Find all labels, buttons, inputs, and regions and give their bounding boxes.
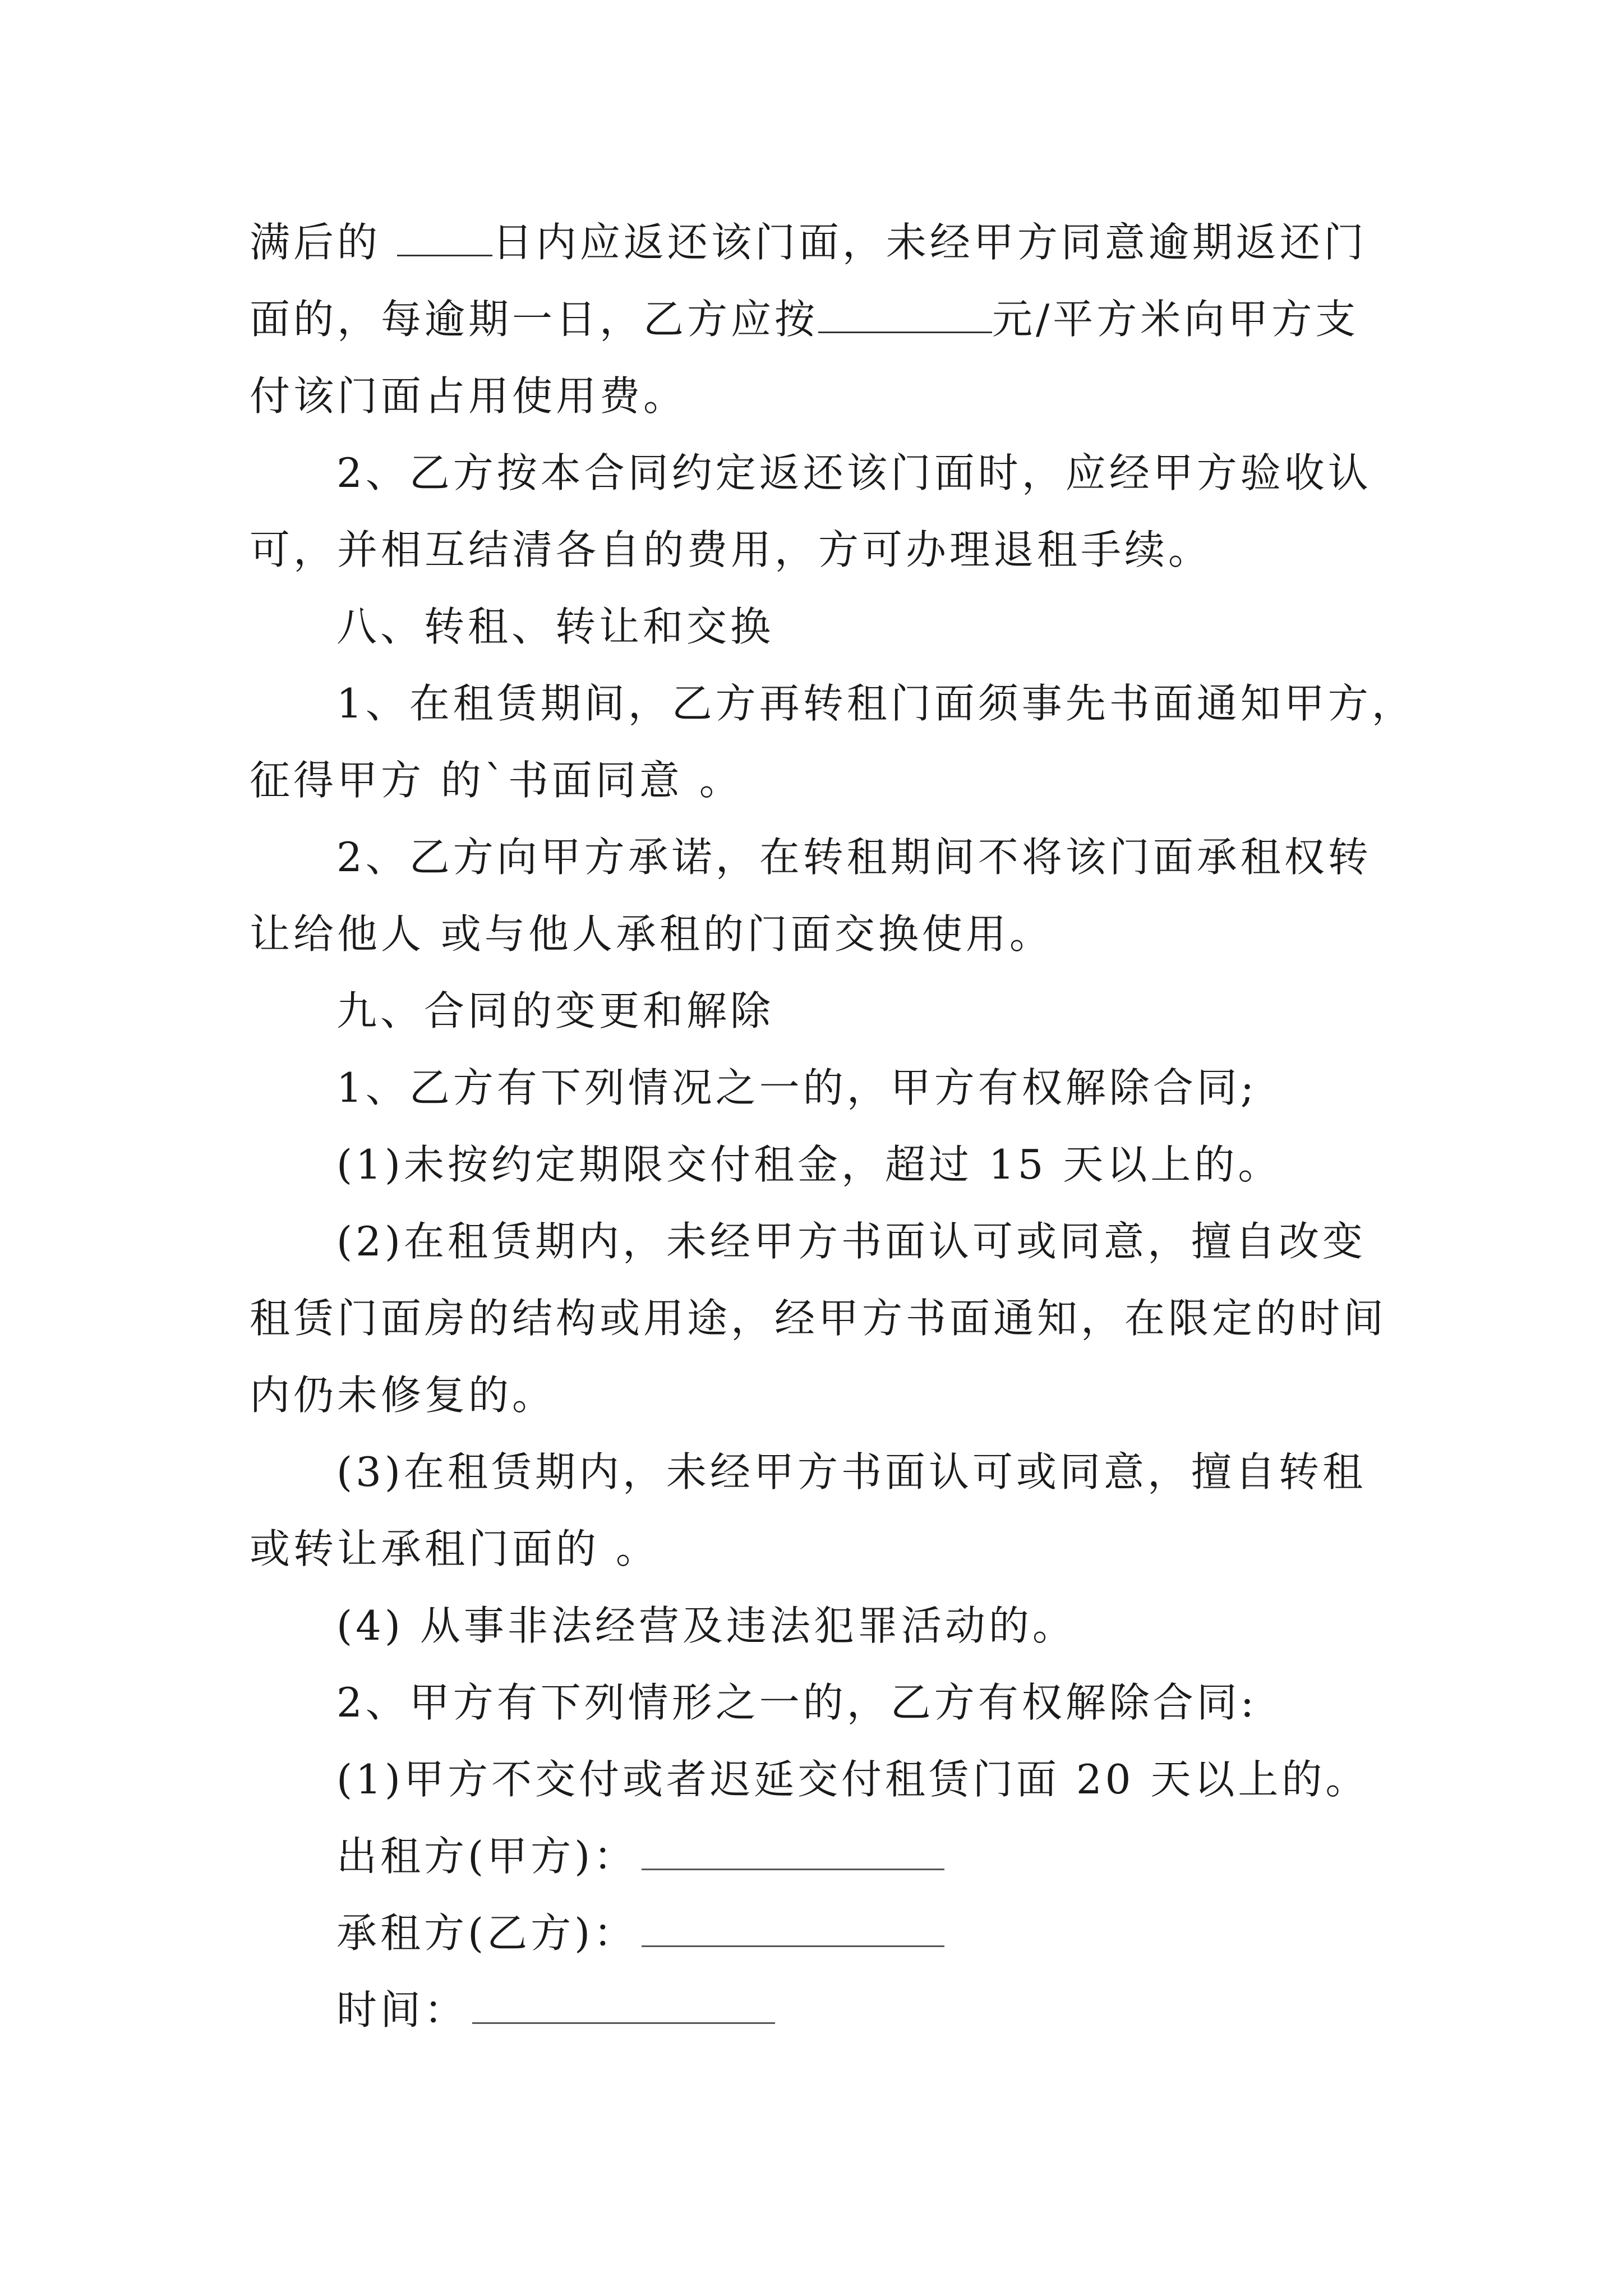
paragraph-line: 2、甲方有下列情形之一的，乙方有权解除合同:: [336, 1679, 1258, 1726]
signature-lessor: [336, 1829, 944, 1883]
text-fragment: 元/平方米向甲方支: [992, 296, 1359, 343]
text-fragment: 面的，每逾期一日，乙方应按: [250, 296, 819, 343]
section-heading: 八、转租、转让和交换: [336, 603, 774, 650]
paragraph-line: 2、乙方按本合同约定返还该门面时，应经甲方验收认: [336, 449, 1372, 496]
paragraph-line: 租赁门面房的结构或用途，经甲方书面通知，在限定的时间: [250, 1295, 1387, 1342]
fill-blank: [397, 220, 492, 256]
signature-label: 承租方(乙方)：: [336, 1910, 638, 1957]
paragraph-line: 可，并相互结清各自的费用，方可办理退租手续。: [250, 526, 1212, 573]
text-fragment: 满后的: [250, 219, 397, 266]
paragraph-line: (1)未按约定期限交付租金，超过 15 天以上的。: [336, 1141, 1282, 1188]
paragraph-line: 内仍未修复的。: [250, 1372, 556, 1419]
paragraph-line: 1、在租赁期间，乙方再转租门面须事先书面通知甲方，: [336, 680, 1415, 727]
signature-label: 出租方(甲方)：: [336, 1833, 638, 1880]
paragraph-line: 征得甲方 的`书面同意 。: [250, 757, 743, 804]
paragraph-line: 或转让承租门面的 。: [250, 1525, 660, 1572]
paragraph-line: (1)甲方不交付或者迟延交付租赁门面 20 天以上的。: [336, 1756, 1370, 1803]
paragraph-line: 2、乙方向甲方承诺，在转租期间不将该门面承租权转: [336, 834, 1372, 881]
paragraph-line: [250, 215, 1367, 269]
paragraph-line: 让给他人 或与他人承租的门面交换使用。: [250, 910, 1053, 958]
paragraph-line: (3)在租赁期内，未经甲方书面认可或同意，擅自转租: [336, 1448, 1366, 1496]
paragraph-line: 付该门面占用使用费。: [250, 372, 688, 420]
signature-blank: [642, 1911, 944, 1947]
paragraph-line: (2)在租赁期内，未经甲方书面认可或同意，擅自改变: [336, 1218, 1366, 1265]
text-fragment: 日内应返还该门面，未经甲方同意逾期返还门: [492, 219, 1367, 266]
paragraph-line: 1、乙方有下列情况之一的，甲方有权解除合同;: [336, 1064, 1258, 1111]
section-heading: 九、合同的变更和解除: [336, 987, 774, 1034]
signature-blank: [642, 1834, 944, 1870]
signature-lessee: [336, 1906, 944, 1960]
fill-blank: [818, 297, 992, 333]
paragraph-line: [250, 292, 1359, 346]
signature-label: 时间：: [336, 1986, 468, 2033]
signature-blank: [472, 1987, 775, 2024]
signature-date: [336, 1983, 775, 2037]
paragraph-line: (4) 从事非法经营及违法犯罪活动的。: [336, 1602, 1076, 1649]
